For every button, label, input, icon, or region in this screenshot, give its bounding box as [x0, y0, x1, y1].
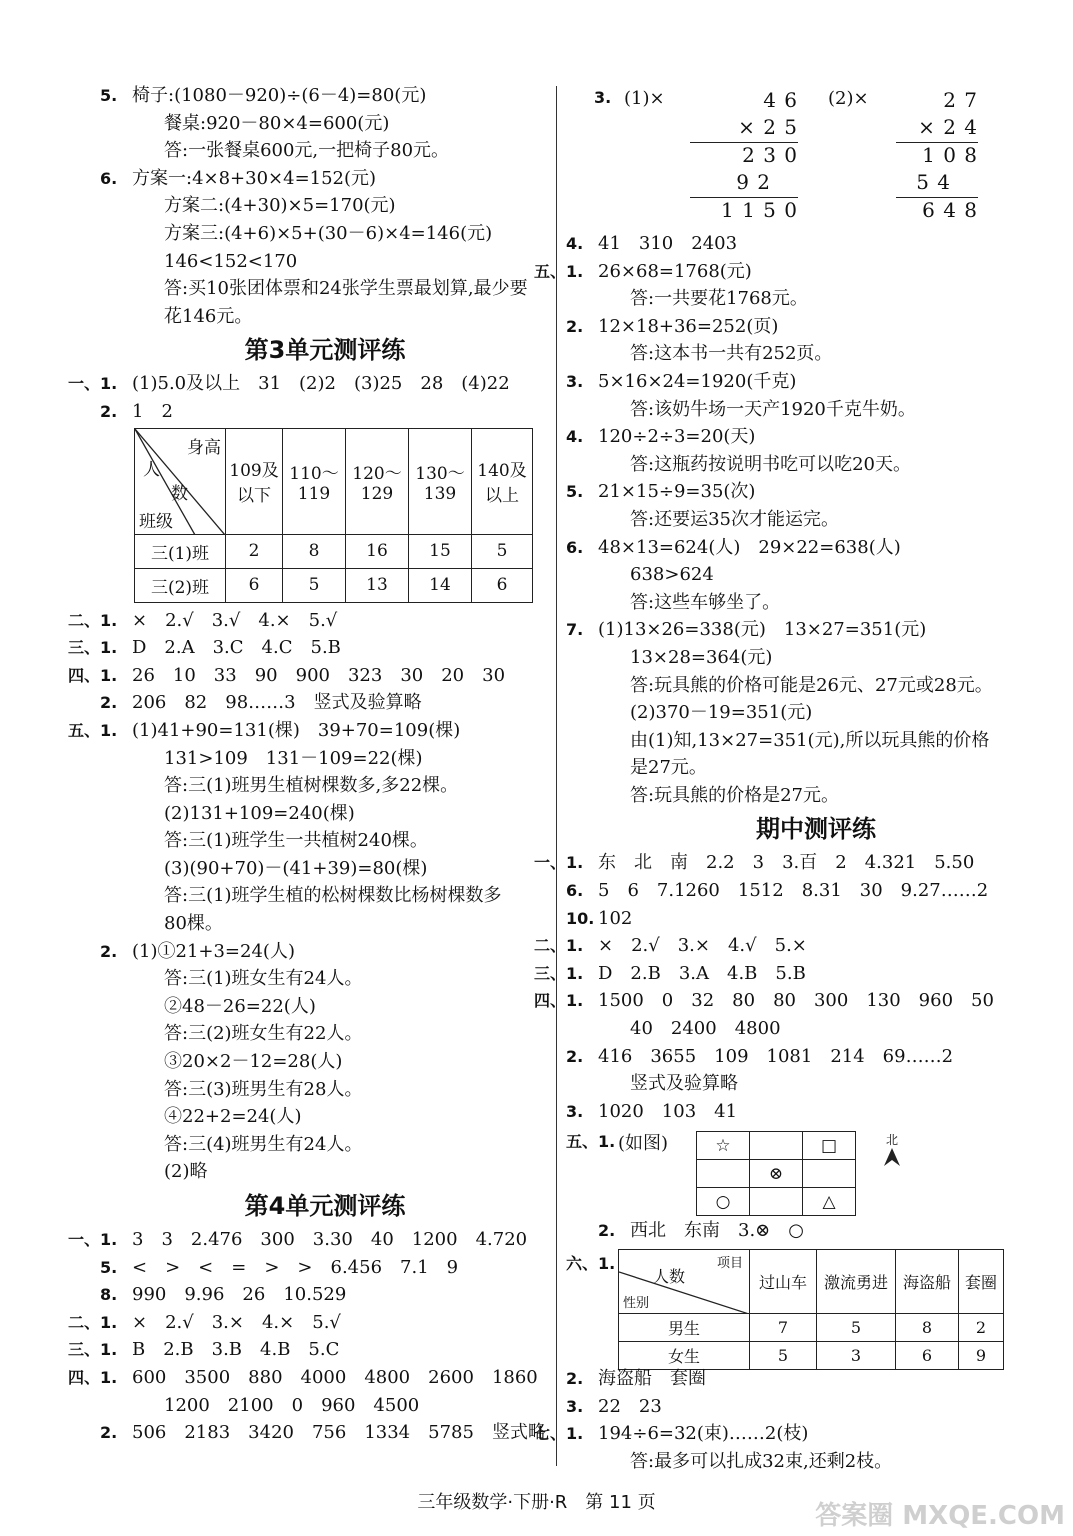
table-row: 男生 7 5 8 2: [619, 1314, 1004, 1342]
vertical-mult-2: 2 7 × 2 4 1 0 8 5 4 6 4 8: [896, 88, 978, 225]
text-line: 三、1. D 2.A 3.C 4.C 5.B: [68, 637, 341, 659]
text-line: 一、1. 3 3 2.476 300 3.30 40 1200 4.720: [68, 1229, 528, 1250]
text-line: 答:一张餐桌600元,一把椅子80元。: [164, 140, 450, 162]
direction-grid: ☆ □ ⊗ ○ △: [696, 1131, 856, 1216]
north-arrow-icon: [884, 1148, 900, 1166]
text-line: 3. 1020 103 41: [566, 1100, 738, 1122]
u3-line2: 2. 1 2: [100, 400, 173, 422]
text-line: 2. (1)①21+3=24(人): [100, 940, 295, 962]
text-line: ③20×2－12=28(人): [164, 1051, 343, 1073]
t1-header-3: 130～139: [409, 428, 472, 534]
text-line: (2)370－19=351(元): [630, 702, 813, 724]
text-line: 638>624: [630, 564, 714, 586]
text-line: 80棵。: [164, 913, 223, 935]
text-line: 方案三:(4+6)×5+(30－6)×4=146(元): [164, 222, 493, 244]
text-line: 答:玩具熊的价格可能是26元、27元或28元。: [630, 674, 993, 696]
text-line: 答:这瓶药按说明书吃可以吃20天。: [630, 453, 911, 475]
text-line: 答:三(1)班学生植的松树棵数比杨树棵数多: [164, 885, 502, 907]
u3-line1: 一、1. (1)5.0及以上 31 (2)2 (3)25 28 (4)22: [68, 373, 510, 395]
text-line: 答:还要运35次才能运完。: [630, 508, 839, 530]
survey-table: 项目 人数 性别 过山车 激流勇进 海盗船 套圈 男生 7 5 8 2 女生 5 3 6 9: [618, 1249, 1004, 1370]
unit4-title: 第4单元测评练: [244, 1192, 406, 1220]
direction-grid-block: 五、1. (如图) ☆ □ ⊗ ○ △ 北: [566, 1125, 1066, 1217]
text-line: 四、1. 600 3500 880 4000 4800 2600 1860: [68, 1366, 538, 1388]
unit3-title: 第3单元测评练: [244, 336, 406, 365]
text-line: 6. 48×13=624(人) 29×22=638(人): [566, 536, 901, 558]
text-line: 答:三(1)班男生植树棵数多,多22棵。: [164, 775, 459, 797]
text-line: 四、1. 26 10 33 90 900 323 30 20 30: [68, 664, 506, 686]
text-line: 四、1. 1500 0 32 80 80 300 130 960 50: [534, 990, 994, 1012]
text-line: 10. 102: [566, 907, 633, 929]
t1-header-2: 120～129: [346, 428, 409, 534]
table1-corner: 身高 人 数 班级: [135, 428, 226, 534]
text-line: 二、1. × 2.√ 3.× 4.× 5.√: [68, 1311, 341, 1333]
t1-header-4: 140及以上: [472, 428, 533, 534]
text-line: 6. 方案一:4×8+30×4=152(元): [100, 167, 377, 189]
text-line: 4. 120÷2÷3=20(天): [566, 426, 756, 448]
text-line: 五、1. 26×68=1768(元): [534, 260, 752, 282]
text-line: 一、1. 东 北 南 2.2 3 3.百 2 4.321 5.50: [534, 852, 975, 874]
multiplication-block: 3. (1)× 4 6 × 2 5 2 3 0 9 2 1 1 5 0 (2)× 2 7 × 2 4 1 0 8 5 4 6 4 8: [566, 82, 1066, 230]
text-line: 答:三(1)班女生有24人。: [164, 968, 363, 990]
text-line: 由(1)知,13×27=351(元),所以玩具熊的价格: [630, 729, 990, 751]
text-line: 答:买10张团体票和24张学生票最划算,最少要: [164, 278, 528, 300]
text-line: 答:玩具熊的价格是27元。: [630, 784, 839, 806]
t1-header-0: 109及以下: [226, 428, 283, 534]
text-line: 答:三(2)班女生有22人。: [164, 1023, 363, 1045]
text-line: 三、1. B 2.B 3.B 4.B 5.C: [68, 1339, 340, 1361]
text-line: 餐桌:920－80×4=600(元): [164, 112, 390, 134]
text-line: 146<152<170: [164, 250, 298, 272]
text-line: ④22+2=24(人): [164, 1106, 302, 1128]
text-line: 方案二:(4+30)×5=170(元): [164, 195, 396, 217]
text-line: 13×28=364(元): [630, 646, 773, 668]
north-arrow: 北: [884, 1131, 900, 1169]
text-line: 花146元。: [164, 305, 253, 327]
text-line: 答:三(1)班学生一共植树240棵。: [164, 830, 428, 852]
table-row: 三(2)班 6 5 13 14 6: [135, 568, 533, 602]
text-line: 40 2400 4800: [630, 1018, 781, 1040]
text-line: 答:该奶牛场一天产1920千克牛奶。: [630, 398, 916, 420]
text-line: 2. 506 2183 3420 756 1334 5785 竖式略: [100, 1422, 546, 1444]
text-line: 答:最多可以扎成32束,还剩2枝。: [630, 1450, 893, 1472]
q5-2-line: 2. 西北 东南 3.⊗ ○: [598, 1220, 804, 1242]
t1-header-1: 110～119: [283, 428, 346, 534]
text-line: (2)略: [164, 1161, 208, 1183]
text-line: 答:一共要花1768元。: [630, 288, 808, 310]
column-divider: [556, 86, 557, 1466]
survey-table-block: 六、1. 项目 人数 性别 过山车 激流勇进 海盗船 套圈 男生 7 5 8 2 女生 5 3 6 9: [566, 1245, 1066, 1365]
left-block-a: [100, 82, 550, 330]
text-line: 是27元。: [630, 757, 707, 779]
text-line: 答:三(3)班男生有28人。: [164, 1078, 363, 1100]
text-line: 5. 21×15÷9=35(次): [566, 481, 756, 503]
text-line: 答:这本书一共有252页。: [630, 343, 833, 365]
text-line: 二、1. × 2.√ 3.× 4.√ 5.×: [534, 935, 807, 957]
left-block-b: [68, 607, 550, 1186]
text-line: 答:三(4)班男生有24人。: [164, 1133, 363, 1155]
text-line: 2. 416 3655 109 1081 214 69……2: [566, 1045, 954, 1067]
text-line: 2. 12×18+36=252(页): [566, 315, 779, 337]
table-row: 女生 5 3 6 9: [619, 1342, 1004, 1370]
right-column: [534, 82, 1066, 1475]
text-line: 6. 5 6 7.1260 1512 8.31 30 9.27……2: [566, 880, 989, 902]
left-column: [68, 82, 550, 1447]
text-line: 七、1. 194÷6=32(束)……2(枝): [534, 1423, 809, 1445]
right-block-b: [534, 849, 1066, 1125]
text-line: 3. 22 23: [566, 1395, 662, 1417]
text-line: ②48－26=22(人): [164, 995, 316, 1017]
table2-corner: 项目 人数 性别: [619, 1250, 750, 1314]
text-line: 1200 2100 0 960 4500: [164, 1394, 420, 1416]
left-block-c: [68, 1226, 550, 1447]
table-row: 三(1)班 2 8 16 15 5: [135, 534, 533, 568]
text-line: 三、1. D 2.B 3.A 4.B 5.B: [534, 962, 806, 984]
text-line: (2)131+109=240(棵): [164, 802, 355, 824]
watermark: 答案圈 MXQE.COM: [815, 1501, 1065, 1531]
text-line: 答:这些车够坐了。: [630, 591, 781, 613]
right-block-c: [534, 1365, 1066, 1475]
text-line: 2. 206 82 98……3 竖式及验算略: [100, 692, 422, 714]
page-footer: 三年级数学·下册·R 第 11 页: [417, 1492, 656, 1513]
text-line: 竖式及验算略: [630, 1073, 738, 1095]
text-line: 3. 5×16×24=1920(千克): [566, 370, 797, 392]
text-line: 4. 41 310 2403: [566, 233, 738, 254]
vertical-mult-1: 4 6 × 2 5 2 3 0 9 2 1 1 5 0: [690, 88, 798, 225]
text-line: 5. < > < = > > 6.456 7.1 9: [100, 1256, 459, 1278]
text-line: 五、1. (1)41+90=131(棵) 39+70=109(棵): [68, 719, 461, 741]
height-table: [134, 428, 533, 603]
text-line: 131>109 131－109=22(棵): [164, 747, 423, 769]
text-line: 8. 990 9.96 26 10.529: [100, 1284, 347, 1306]
text-line: 7. (1)13×26=338(元) 13×27=351(元): [566, 619, 927, 641]
text-line: 2. 海盗船 套圈: [566, 1368, 706, 1389]
text-line: (3)(90+70)－(41+39)=80(棵): [164, 857, 428, 879]
text-line: 5. 椅子:(1080－920)÷(6－4)=80(元): [100, 85, 427, 106]
right-block-a: [534, 230, 1066, 809]
text-line: 二、1. × 2.√ 3.√ 4.× 5.√: [68, 609, 338, 631]
midterm-title: 期中测评练: [756, 815, 876, 844]
